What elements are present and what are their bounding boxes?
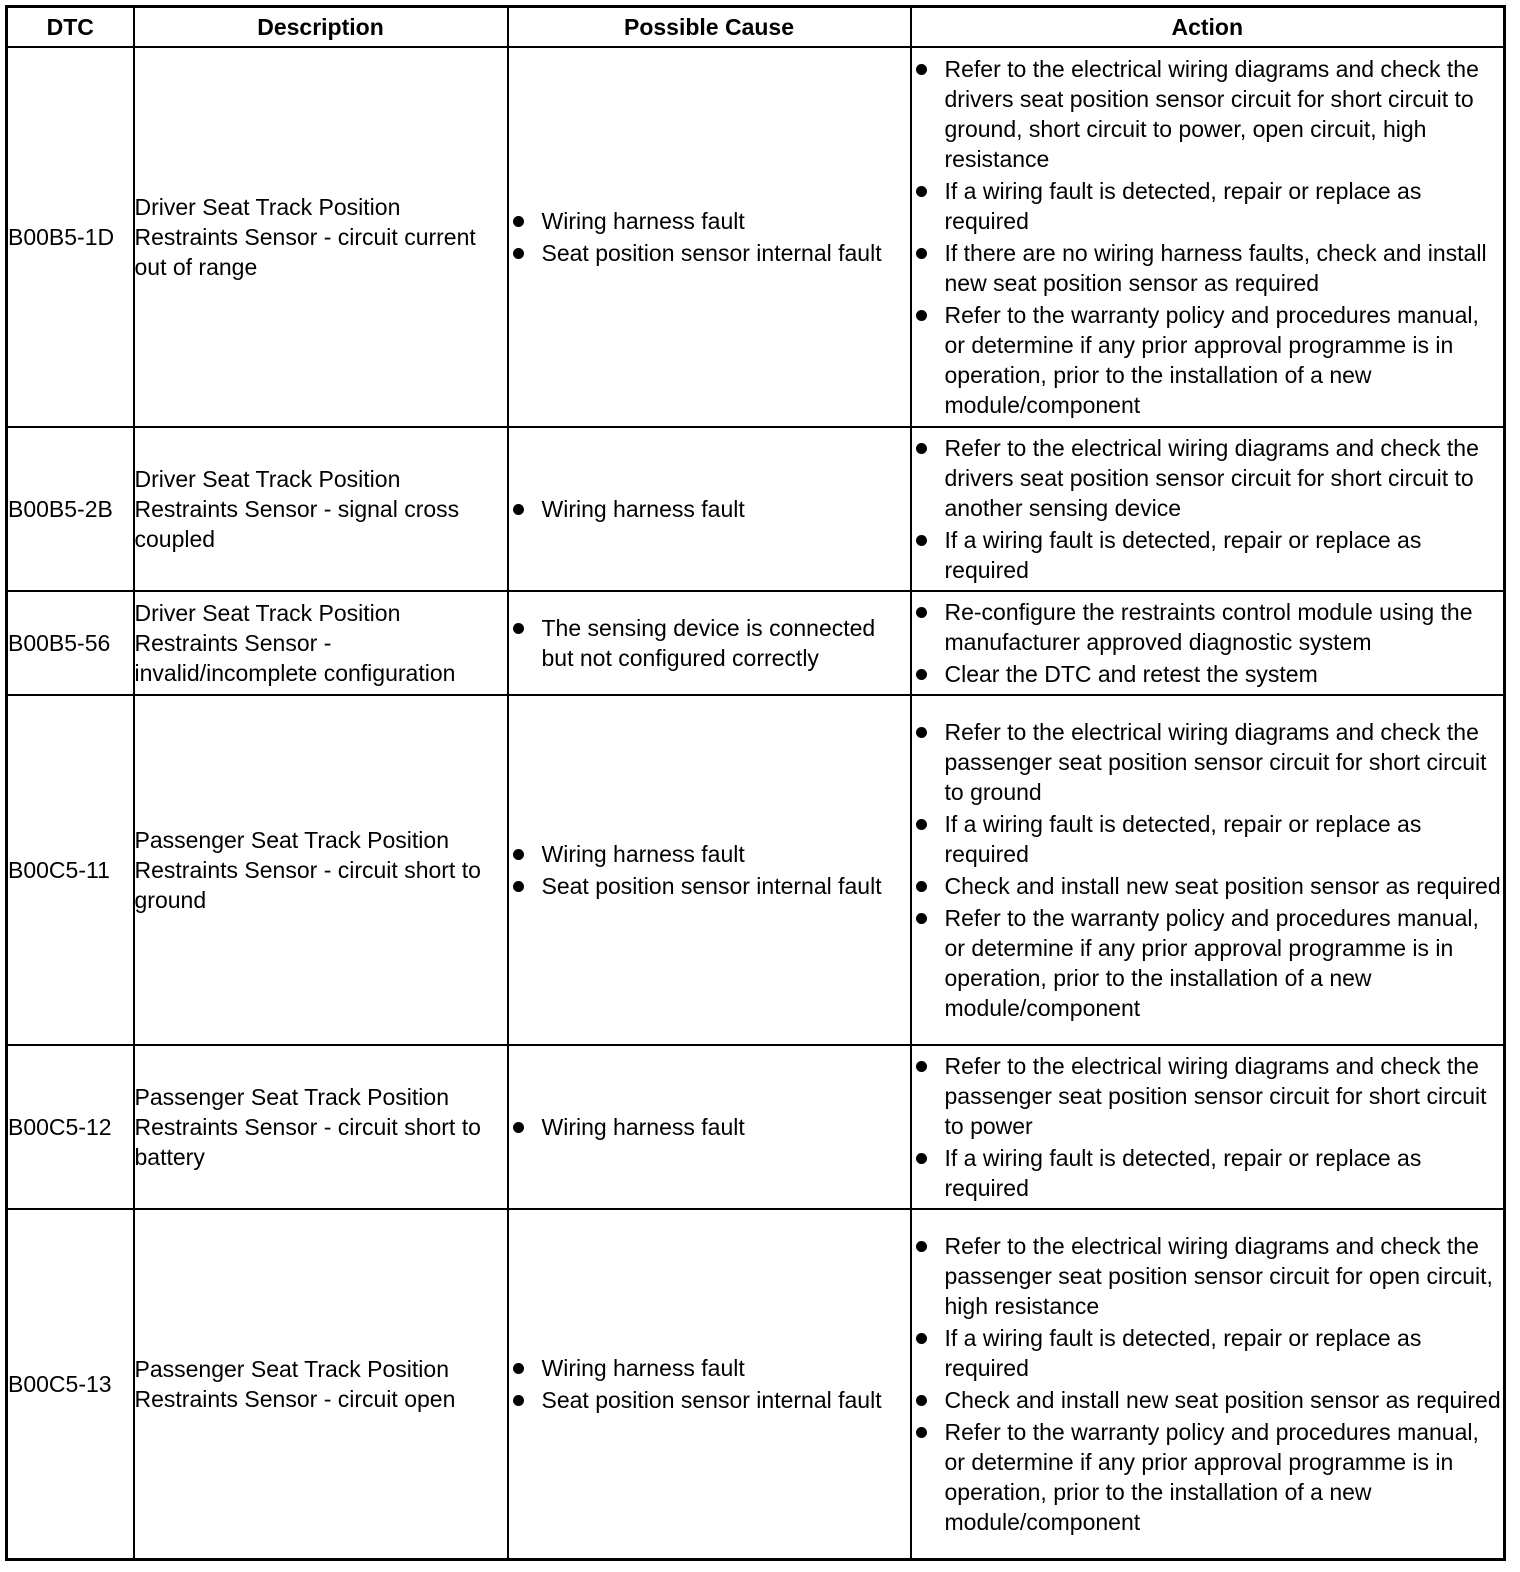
action-list [912, 717, 1504, 1023]
dtc-description: Passenger Seat Track Position Restraints Sensor - circuit open [134, 1209, 508, 1559]
action-item: Check and install new seat position sensor as required [912, 871, 1504, 901]
possible-cause-list [509, 1353, 910, 1415]
possible-cause-item: Seat position sensor internal fault [509, 871, 910, 901]
action-cell [911, 1045, 1505, 1209]
action-cell [911, 591, 1505, 695]
action-item: Refer to the warranty policy and procedures manual, or determine if any prior approval programme is in operation, prior to the installation of a new module/component [912, 300, 1504, 420]
action-list [912, 54, 1504, 420]
dtc-description: Driver Seat Track Position Restraints Sensor - invalid/incomplete configuration [134, 591, 508, 695]
possible-cause-cell [508, 591, 911, 695]
dtc-table [5, 5, 1506, 1561]
action-item: Refer to the electrical wiring diagrams and check the passenger seat position sensor circuit for short circuit to ground [912, 717, 1504, 807]
possible-cause-list [509, 613, 910, 673]
action-item: If a wiring fault is detected, repair or replace as required [912, 525, 1504, 585]
possible-cause-item: Wiring harness fault [509, 494, 910, 524]
possible-cause-item: Wiring harness fault [509, 1353, 910, 1383]
action-cell [911, 1209, 1505, 1559]
header-description: Description [134, 7, 508, 48]
header-row [7, 7, 1505, 48]
action-item: Re-configure the restraints control module using the manufacturer approved diagnostic system [912, 597, 1504, 657]
possible-cause-item: Wiring harness fault [509, 206, 910, 236]
table-row [7, 1045, 1505, 1209]
possible-cause-cell [508, 47, 911, 427]
table-row [7, 427, 1505, 591]
possible-cause-cell [508, 695, 911, 1045]
table-body [7, 47, 1505, 1559]
header-dtc: DTC [7, 7, 134, 48]
action-item: Refer to the electrical wiring diagrams and check the passenger seat position sensor circuit for open circuit, high resistance [912, 1231, 1504, 1321]
table-row [7, 591, 1505, 695]
action-item: If a wiring fault is detected, repair or replace as required [912, 1323, 1504, 1383]
dtc-code: B00B5-1D [7, 47, 134, 427]
action-item: Refer to the electrical wiring diagrams and check the drivers seat position sensor circuit for short circuit to another sensing device [912, 433, 1504, 523]
possible-cause-list [509, 1112, 910, 1142]
dtc-code: B00B5-2B [7, 427, 134, 591]
action-cell [911, 47, 1505, 427]
table-row [7, 1209, 1505, 1559]
header-possible-cause: Possible Cause [508, 7, 911, 48]
dtc-code: B00C5-13 [7, 1209, 134, 1559]
action-list [912, 1231, 1504, 1537]
action-item: If a wiring fault is detected, repair or replace as required [912, 809, 1504, 869]
action-list [912, 1051, 1504, 1203]
possible-cause-list [509, 839, 910, 901]
possible-cause-cell [508, 427, 911, 591]
action-item: If a wiring fault is detected, repair or replace as required [912, 1143, 1504, 1203]
possible-cause-item: Seat position sensor internal fault [509, 238, 910, 268]
action-item: If a wiring fault is detected, repair or replace as required [912, 176, 1504, 236]
action-list [912, 433, 1504, 585]
possible-cause-cell [508, 1045, 911, 1209]
possible-cause-cell [508, 1209, 911, 1559]
action-list [912, 597, 1504, 689]
dtc-code: B00B5-56 [7, 591, 134, 695]
possible-cause-item: Seat position sensor internal fault [509, 1385, 910, 1415]
possible-cause-item: Wiring harness fault [509, 1112, 910, 1142]
action-cell [911, 427, 1505, 591]
possible-cause-list [509, 494, 910, 524]
action-item: Refer to the warranty policy and procedures manual, or determine if any prior approval programme is in operation, prior to the installation of a new module/component [912, 903, 1504, 1023]
action-cell [911, 695, 1505, 1045]
action-item: Check and install new seat position sensor as required [912, 1385, 1504, 1415]
action-item: If there are no wiring harness faults, check and install new seat position sensor as required [912, 238, 1504, 298]
dtc-description: Driver Seat Track Position Restraints Sensor - signal cross coupled [134, 427, 508, 591]
possible-cause-list [509, 206, 910, 268]
table-row [7, 47, 1505, 427]
possible-cause-item: The sensing device is connected but not configured correctly [509, 613, 910, 673]
possible-cause-item: Wiring harness fault [509, 839, 910, 869]
dtc-description: Driver Seat Track Position Restraints Sensor - circuit current out of range [134, 47, 508, 427]
header-action: Action [911, 7, 1505, 48]
action-item: Refer to the warranty policy and procedures manual, or determine if any prior approval programme is in operation, prior to the installation of a new module/component [912, 1417, 1504, 1537]
dtc-code: B00C5-11 [7, 695, 134, 1045]
dtc-description: Passenger Seat Track Position Restraints Sensor - circuit short to battery [134, 1045, 508, 1209]
dtc-description: Passenger Seat Track Position Restraints Sensor - circuit short to ground [134, 695, 508, 1045]
table-row [7, 695, 1505, 1045]
action-item: Refer to the electrical wiring diagrams and check the drivers seat position sensor circuit for short circuit to ground, short circuit to power, open circuit, high resistance [912, 54, 1504, 174]
action-item: Clear the DTC and retest the system [912, 659, 1504, 689]
dtc-code: B00C5-12 [7, 1045, 134, 1209]
action-item: Refer to the electrical wiring diagrams and check the passenger seat position sensor circuit for short circuit to power [912, 1051, 1504, 1141]
